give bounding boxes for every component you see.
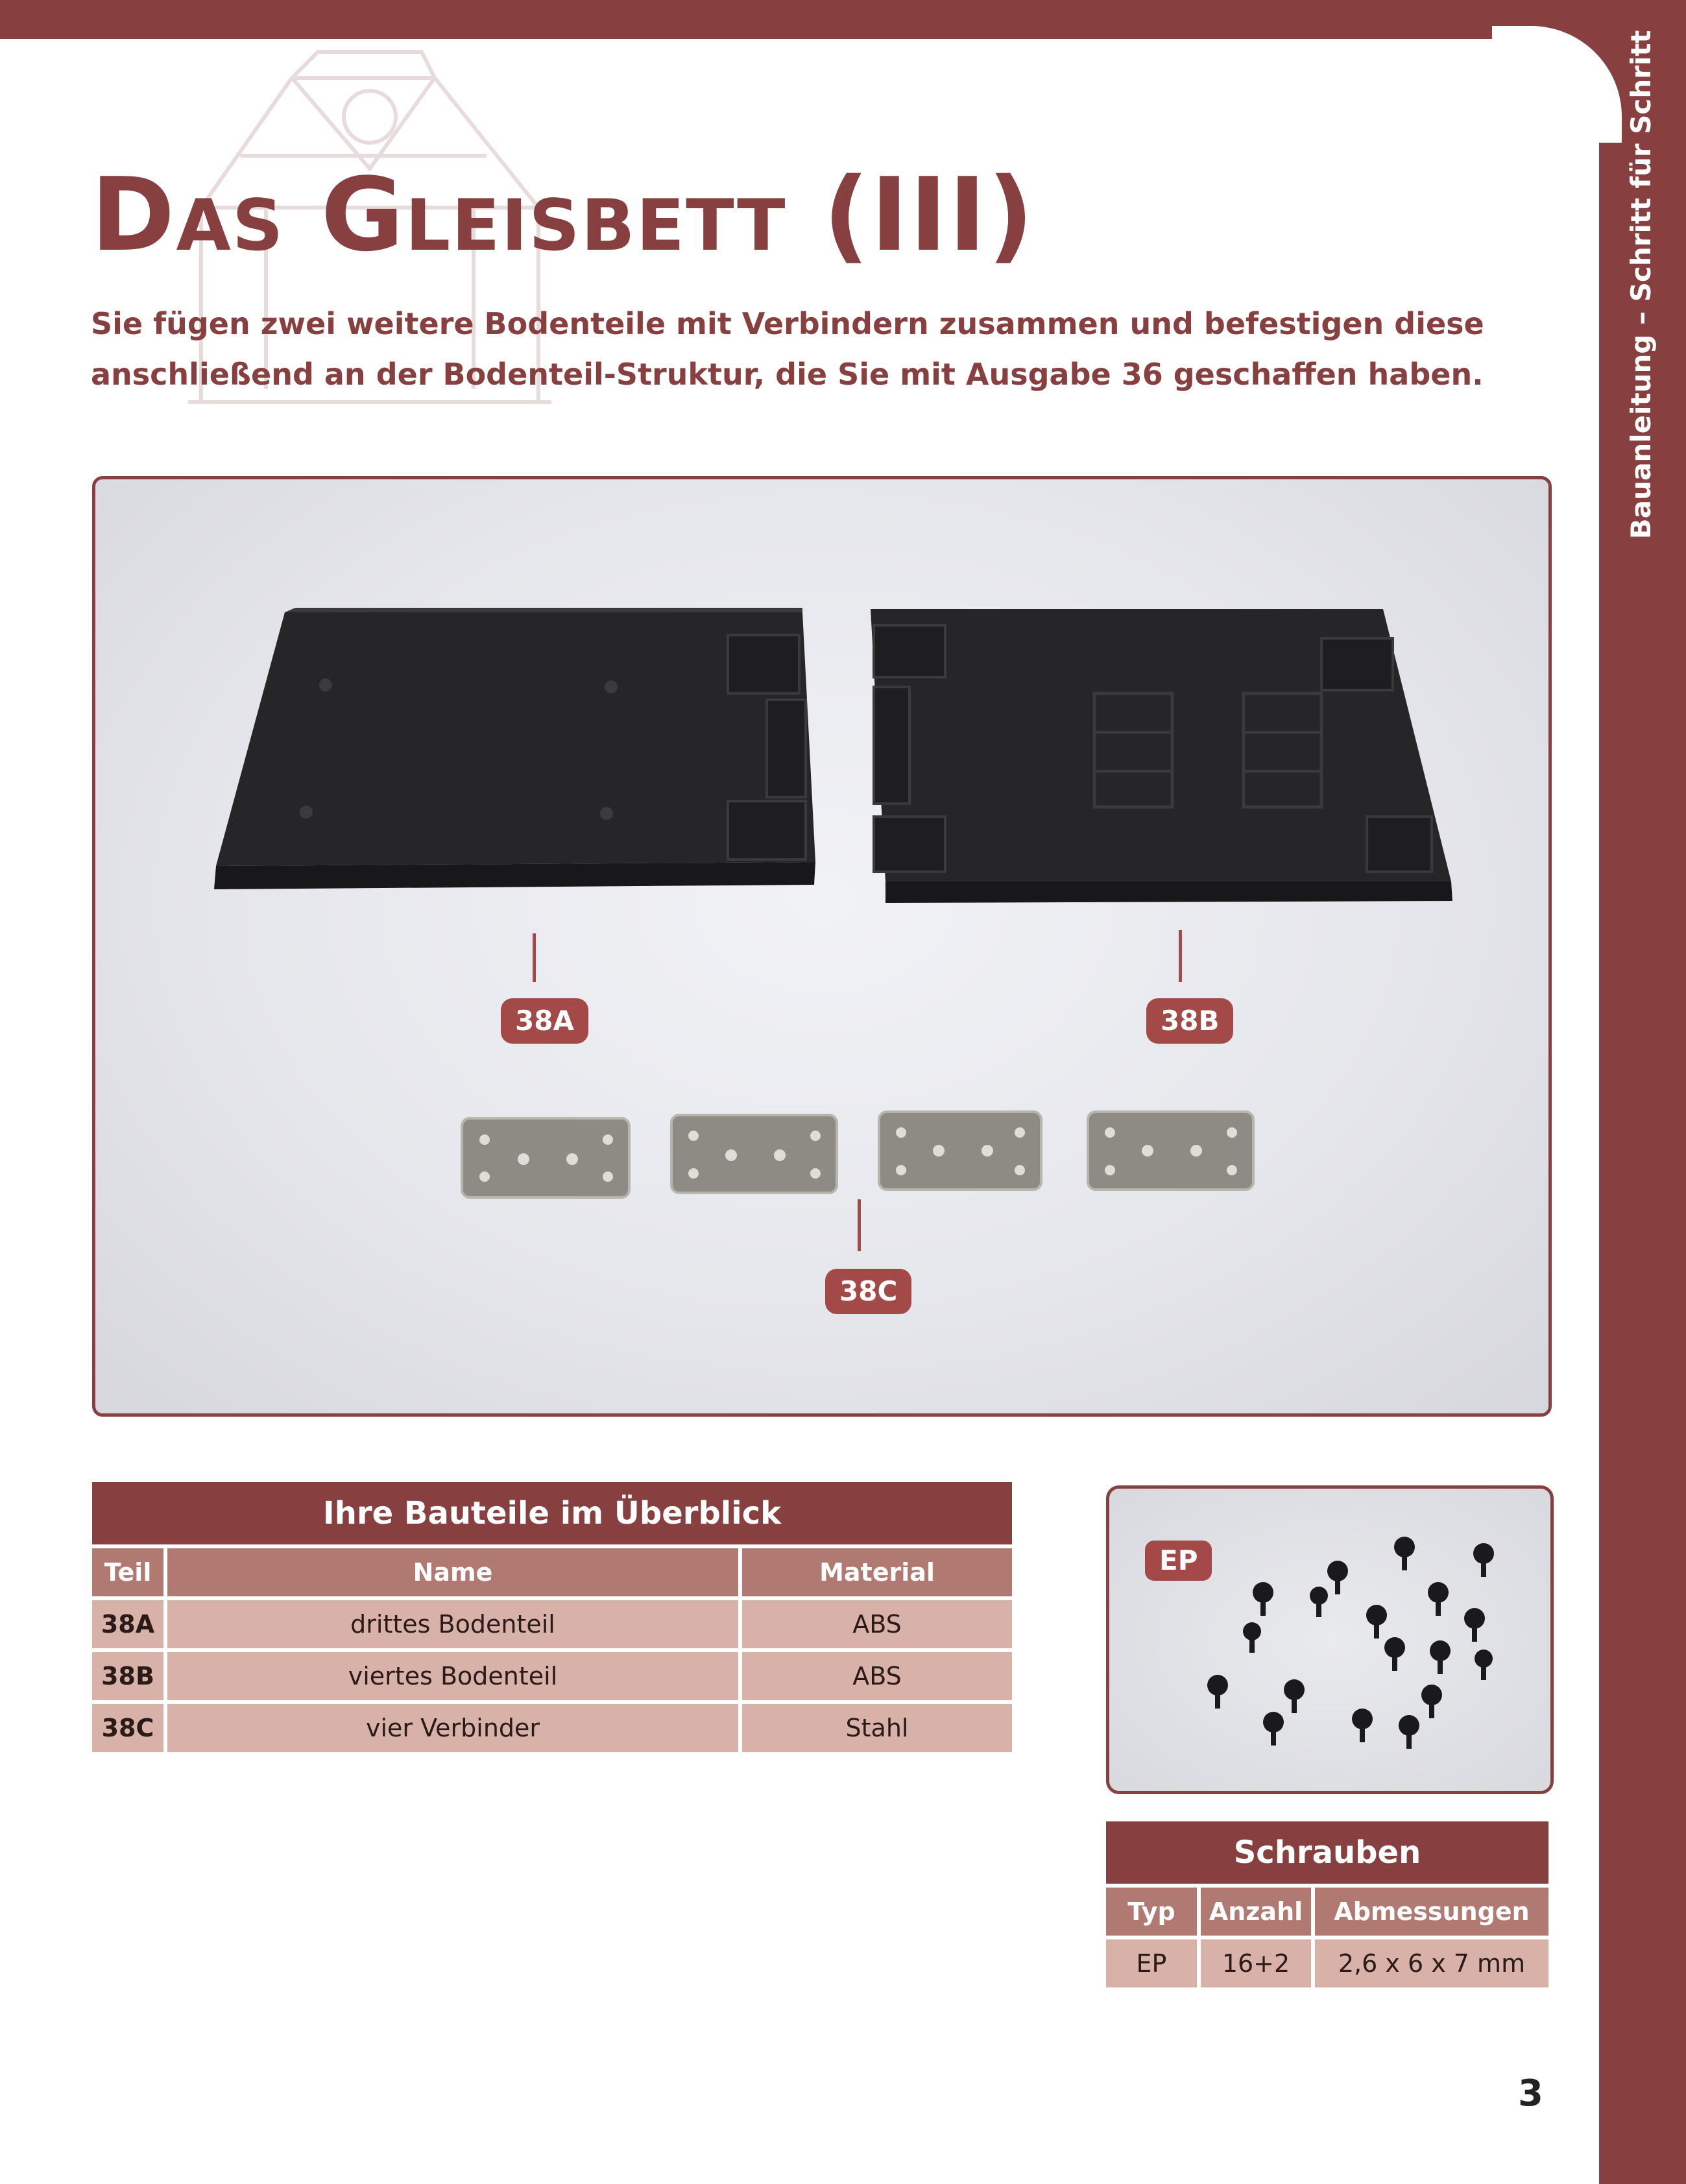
screws-illustration bbox=[1109, 1489, 1550, 1791]
part-id: 38A bbox=[92, 1600, 163, 1648]
part-id: 38B bbox=[92, 1652, 163, 1700]
col-anzahl: Anzahl bbox=[1201, 1888, 1311, 1936]
screw-dimensions: 2,6 x 6 x 7 mm bbox=[1315, 1939, 1548, 1987]
part-material: Stahl bbox=[742, 1704, 1012, 1752]
table-row bbox=[92, 1652, 1012, 1700]
parts-table bbox=[92, 1482, 1012, 1752]
parts-photo bbox=[92, 476, 1552, 1417]
label-stem-38a bbox=[533, 933, 536, 982]
page-number: 3 bbox=[1518, 2072, 1543, 2115]
side-label-text: Bauanleitung – Schritt für Schritt bbox=[1625, 30, 1657, 540]
header-band bbox=[0, 0, 1686, 39]
table-row bbox=[92, 1600, 1012, 1648]
screws-photo bbox=[1106, 1485, 1554, 1794]
part-id: 38C bbox=[92, 1704, 163, 1752]
screws-table bbox=[1106, 1821, 1548, 1987]
intro-text: Sie fügen zwei weitere Bodenteile mit Verbindern zusammen und befestigen diese anschließend an der Bodenteil-Struktur, die Sie mit Ausgabe 36 geschaffen haben. bbox=[91, 306, 1484, 392]
table-row bbox=[92, 1704, 1012, 1752]
label-ep: EP bbox=[1145, 1541, 1212, 1581]
screws-table-header-row bbox=[1106, 1888, 1548, 1936]
col-name: Name bbox=[167, 1548, 738, 1596]
connectors-38c bbox=[462, 1112, 1253, 1197]
label-38b: 38B bbox=[1146, 998, 1233, 1044]
label-38a: 38A bbox=[501, 998, 588, 1044]
table-row bbox=[1106, 1939, 1548, 1987]
screws-table-heading: Schrauben bbox=[1106, 1821, 1548, 1884]
part-name: viertes Bodenteil bbox=[167, 1652, 738, 1700]
part-name: vier Verbinder bbox=[167, 1704, 738, 1752]
board-38b bbox=[871, 609, 1452, 903]
label-38c: 38C bbox=[825, 1269, 911, 1314]
col-teil: Teil bbox=[92, 1548, 163, 1596]
board-38a bbox=[214, 608, 815, 889]
part-name: drittes Bodenteil bbox=[167, 1600, 738, 1648]
page-title: Das Gleisbett (III) bbox=[91, 156, 1035, 274]
label-stem-38c bbox=[858, 1199, 861, 1251]
col-typ: Typ bbox=[1106, 1888, 1197, 1936]
parts-table-heading: Ihre Bauteile im Überblick bbox=[92, 1482, 1012, 1544]
col-material: Material bbox=[742, 1548, 1012, 1596]
parts-table-header-row bbox=[92, 1548, 1012, 1596]
parts-photo-illustration bbox=[95, 479, 1548, 1413]
col-abmessungen: Abmessungen bbox=[1315, 1888, 1548, 1936]
part-material: ABS bbox=[742, 1652, 1012, 1700]
screw-type: EP bbox=[1106, 1939, 1197, 1987]
label-stem-38b bbox=[1179, 930, 1182, 982]
part-material: ABS bbox=[742, 1600, 1012, 1648]
screw-count: 16+2 bbox=[1201, 1939, 1311, 1987]
